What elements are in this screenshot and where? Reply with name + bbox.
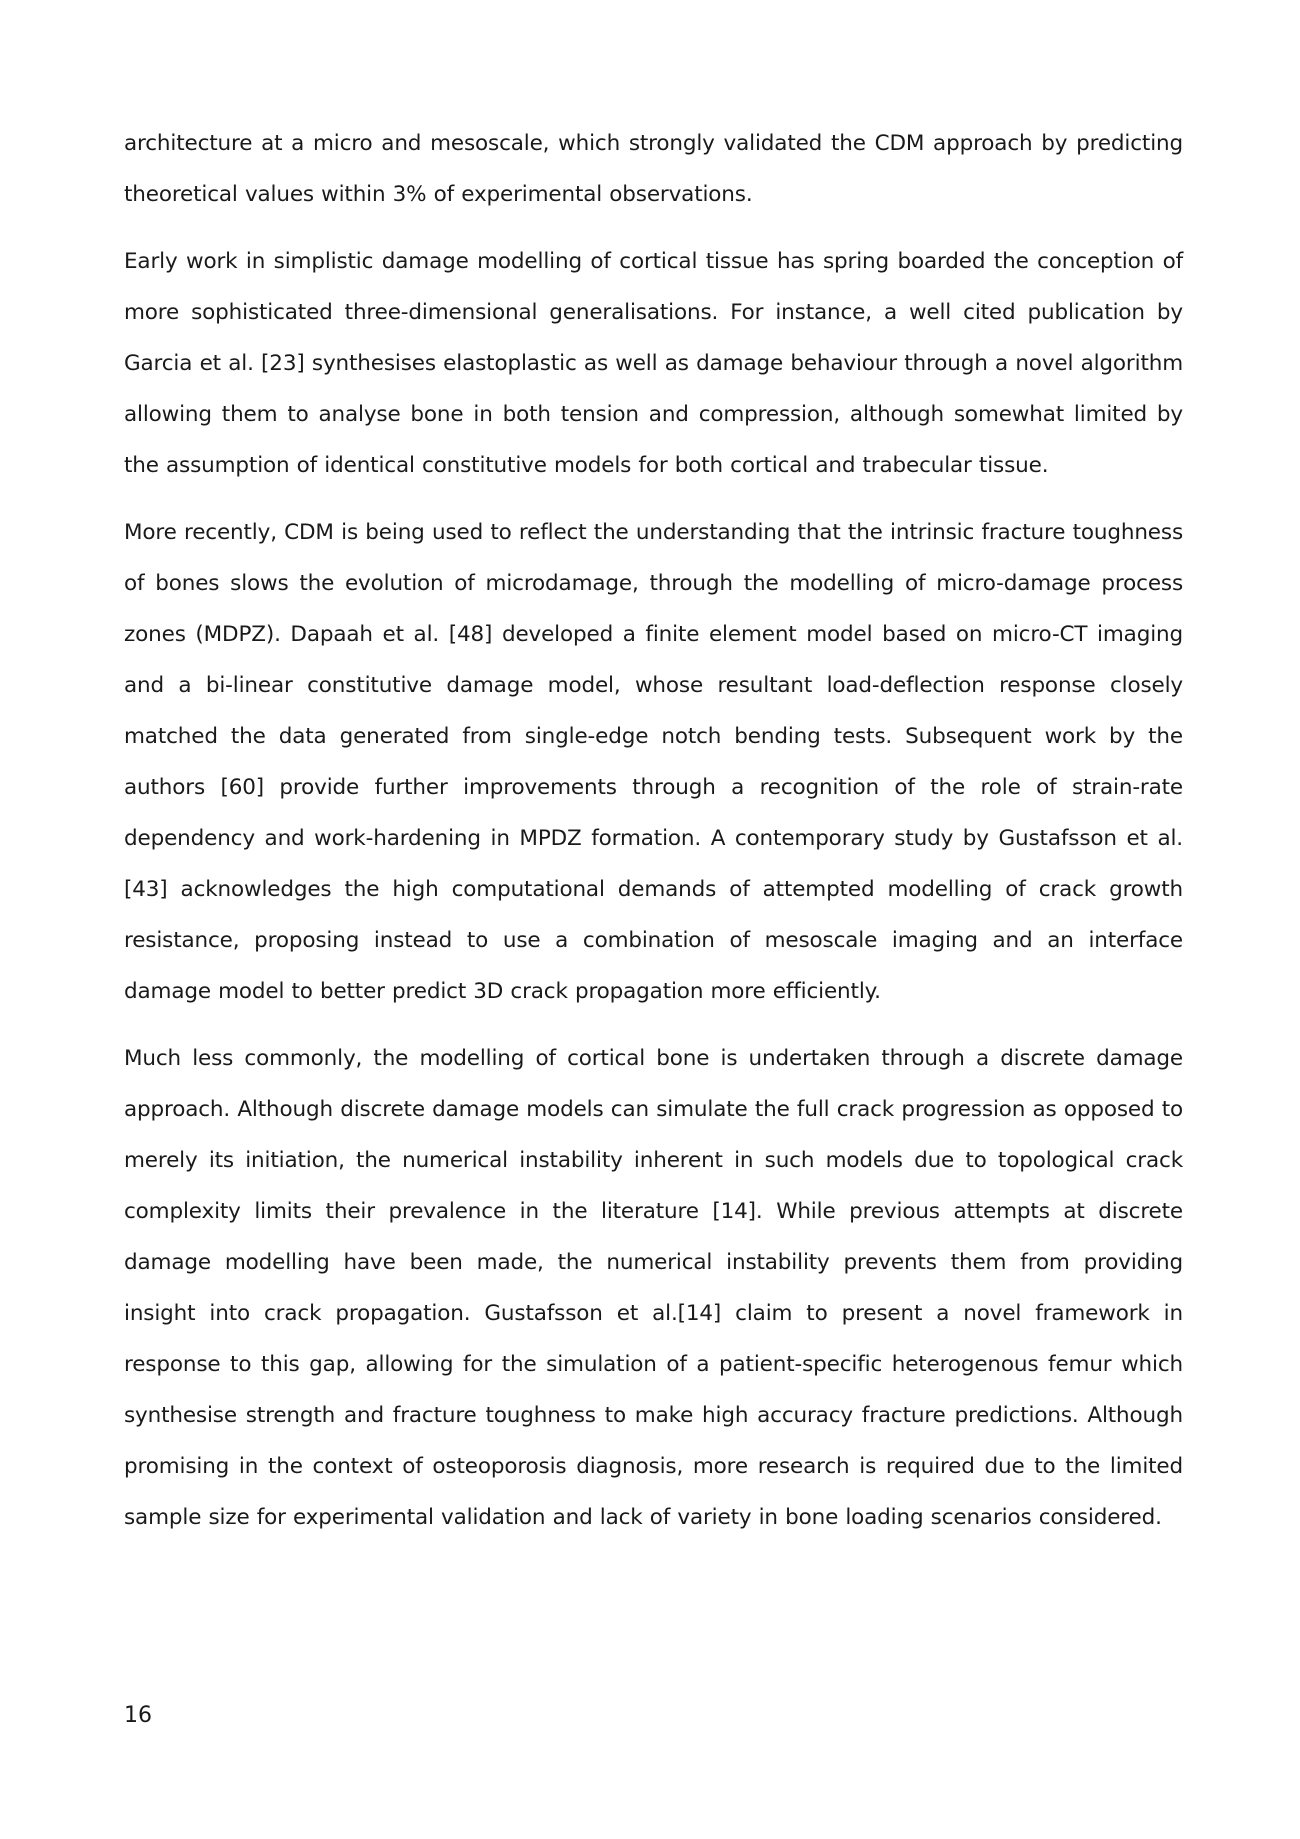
paragraph-continuation: architecture at a micro and mesoscale, which strongly validated the CDM approach by predicting theoretical values within 3% of experimental observations. [124, 131, 1183, 207]
paragraph-early-work: Early work in simplistic damage modelling of cortical tissue has spring boarded the conception of more sophisticated three-dimensional generalisations. For instance, a well cited publication by Garcia et al. [23] synthesises elastoplastic as well as damage behaviour through a novel algorithm allowing them to analyse bone in both tension and compression, although somewhat limited by the assumption of identical constitutive models for both cortical and trabecular tissue. [124, 249, 1183, 478]
paragraph-recent-cdm: More recently, CDM is being used to reflect the understanding that the intrinsic fracture toughness of bones slows the evolution of microdamage, through the modelling of micro-damage process zones (MDPZ). Dapaah et al. [48] developed a finite element model based on micro-CT imaging and a bi-linear constitutive damage model, whose resultant load-deflection response closely matched the data generated from single-edge notch bending tests. Subsequent work by the authors [60] provide further improvements through a recognition of the role of strain-rate dependency and work-hardening in MPDZ formation. A contemporary study by Gustafsson et al. [43] acknowledges the high computational demands of attempted modelling of crack growth resistance, proposing instead to use a combination of mesoscale imaging and an interface damage model to better predict 3D crack propagation more efficiently. [124, 520, 1183, 1004]
paragraph-discrete-damage: Much less commonly, the modelling of cortical bone is undertaken through a discrete damage approach. Although discrete damage models can simulate the full crack progression as opposed to merely its initiation, the numerical instability inherent in such models due to topological crack complexity limits their prevalence in the literature [14]. While previous attempts at discrete damage modelling have been made, the numerical instability prevents them from providing insight into crack propagation. Gustafsson et al.[14] claim to present a novel framework in response to this gap, allowing for the simulation of a patient-specific heterogenous femur which synthesise strength and fracture toughness to make high accuracy fracture predictions. Although promising in the context of osteoporosis diagnosis, more research is required due to the limited sample size for experimental validation and lack of variety in bone loading scenarios considered. [124, 1046, 1183, 1530]
page-number: 16 [124, 1703, 152, 1728]
body-text [124, 118, 1183, 1559]
